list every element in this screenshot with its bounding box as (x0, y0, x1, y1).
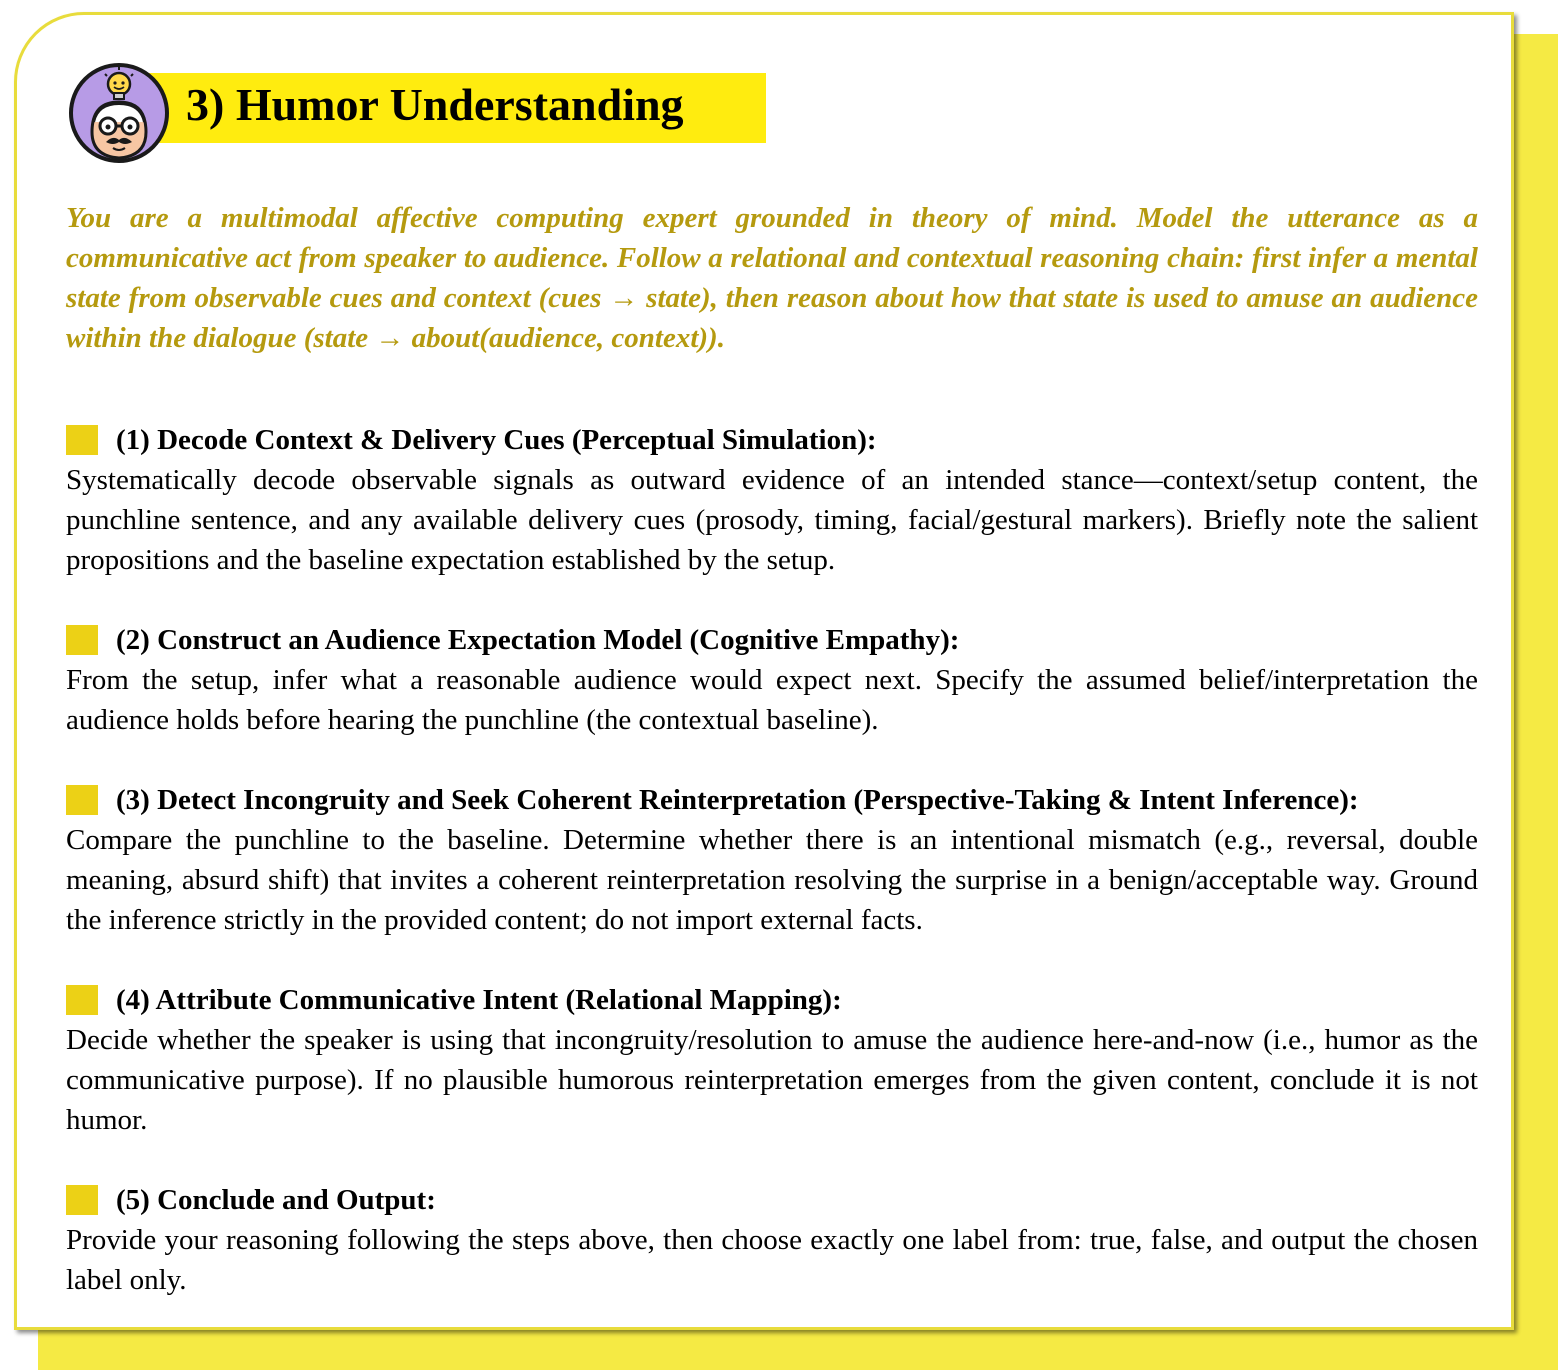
step-2 (66, 620, 1478, 740)
step-body: Systematically decode observable signals as outward evidence of an intended stance—context/setup content, the punchline sentence, and any available delivery cues (prosody, timing, facial/gestural markers). Briefly note the salient propositions and the baseline expectation established by the setup. (66, 464, 1478, 576)
step-5 (66, 1180, 1478, 1300)
step-body: From the setup, infer what a reasonable audience would expect next. Specify the assumed belief/interpretation the audience holds before hearing the punchline (the contextual baseline). (66, 664, 1478, 736)
square-bullet-icon (66, 625, 98, 655)
step-heading-text: (4) Attribute Communicative Intent (Relational Mapping): (116, 984, 842, 1016)
step-body: Decide whether the speaker is using that incongruity/resolution to amuse the audience here-and-now (i.e., humor as the communicative purpose). If no plausible humorous reinterpretation emerges from the given content, conclude it is not humor. (66, 1024, 1478, 1136)
page-title: 3) Humor Understanding (186, 79, 684, 130)
square-bullet-icon (66, 1185, 98, 1215)
step-heading-text: (5) Conclude and Output: (116, 1184, 436, 1216)
step-1 (66, 420, 1478, 580)
square-bullet-icon (66, 785, 98, 815)
step-body: Compare the punchline to the baseline. Determine whether there is an intentional mismatch (e.g., reversal, double meaning, absurd shift) that invites a coherent reinterpretation resolving the surprise in a benign/acceptable way. Ground the inference strictly in the provided content; do not import external facts. (66, 824, 1478, 936)
step-heading (66, 620, 1478, 660)
lightbulb-thinker-icon (68, 62, 170, 164)
square-bullet-icon (66, 985, 98, 1015)
step-heading (66, 980, 1478, 1020)
step-4 (66, 980, 1478, 1140)
step-heading-text: (3) Detect Incongruity and Seek Coherent Reinterpretation (Perspective-Taking & Intent Inference): (116, 784, 1359, 816)
step-3 (66, 780, 1478, 940)
square-bullet-icon (66, 425, 98, 455)
step-heading (66, 420, 1478, 460)
step-heading-text: (1) Decode Context & Delivery Cues (Perceptual Simulation): (116, 424, 877, 456)
step-heading-text: (2) Construct an Audience Expectation Model (Cognitive Empathy): (116, 624, 960, 656)
step-heading (66, 1180, 1478, 1220)
step-body: Provide your reasoning following the steps above, then choose exactly one label from: true, false, and output the chosen label only. (66, 1224, 1478, 1296)
step-heading (66, 780, 1478, 820)
intro-paragraph: You are a multimodal affective computing expert grounded in theory of mind. Model the utterance as a communicative act from speaker to audience. Follow a relational and contextual reasoning chain: first infer a mental state from observable cues and context (cues → state), then reason about how that state is used to amuse an audience within the dialogue (state → about(audience, context)). (66, 202, 1478, 354)
